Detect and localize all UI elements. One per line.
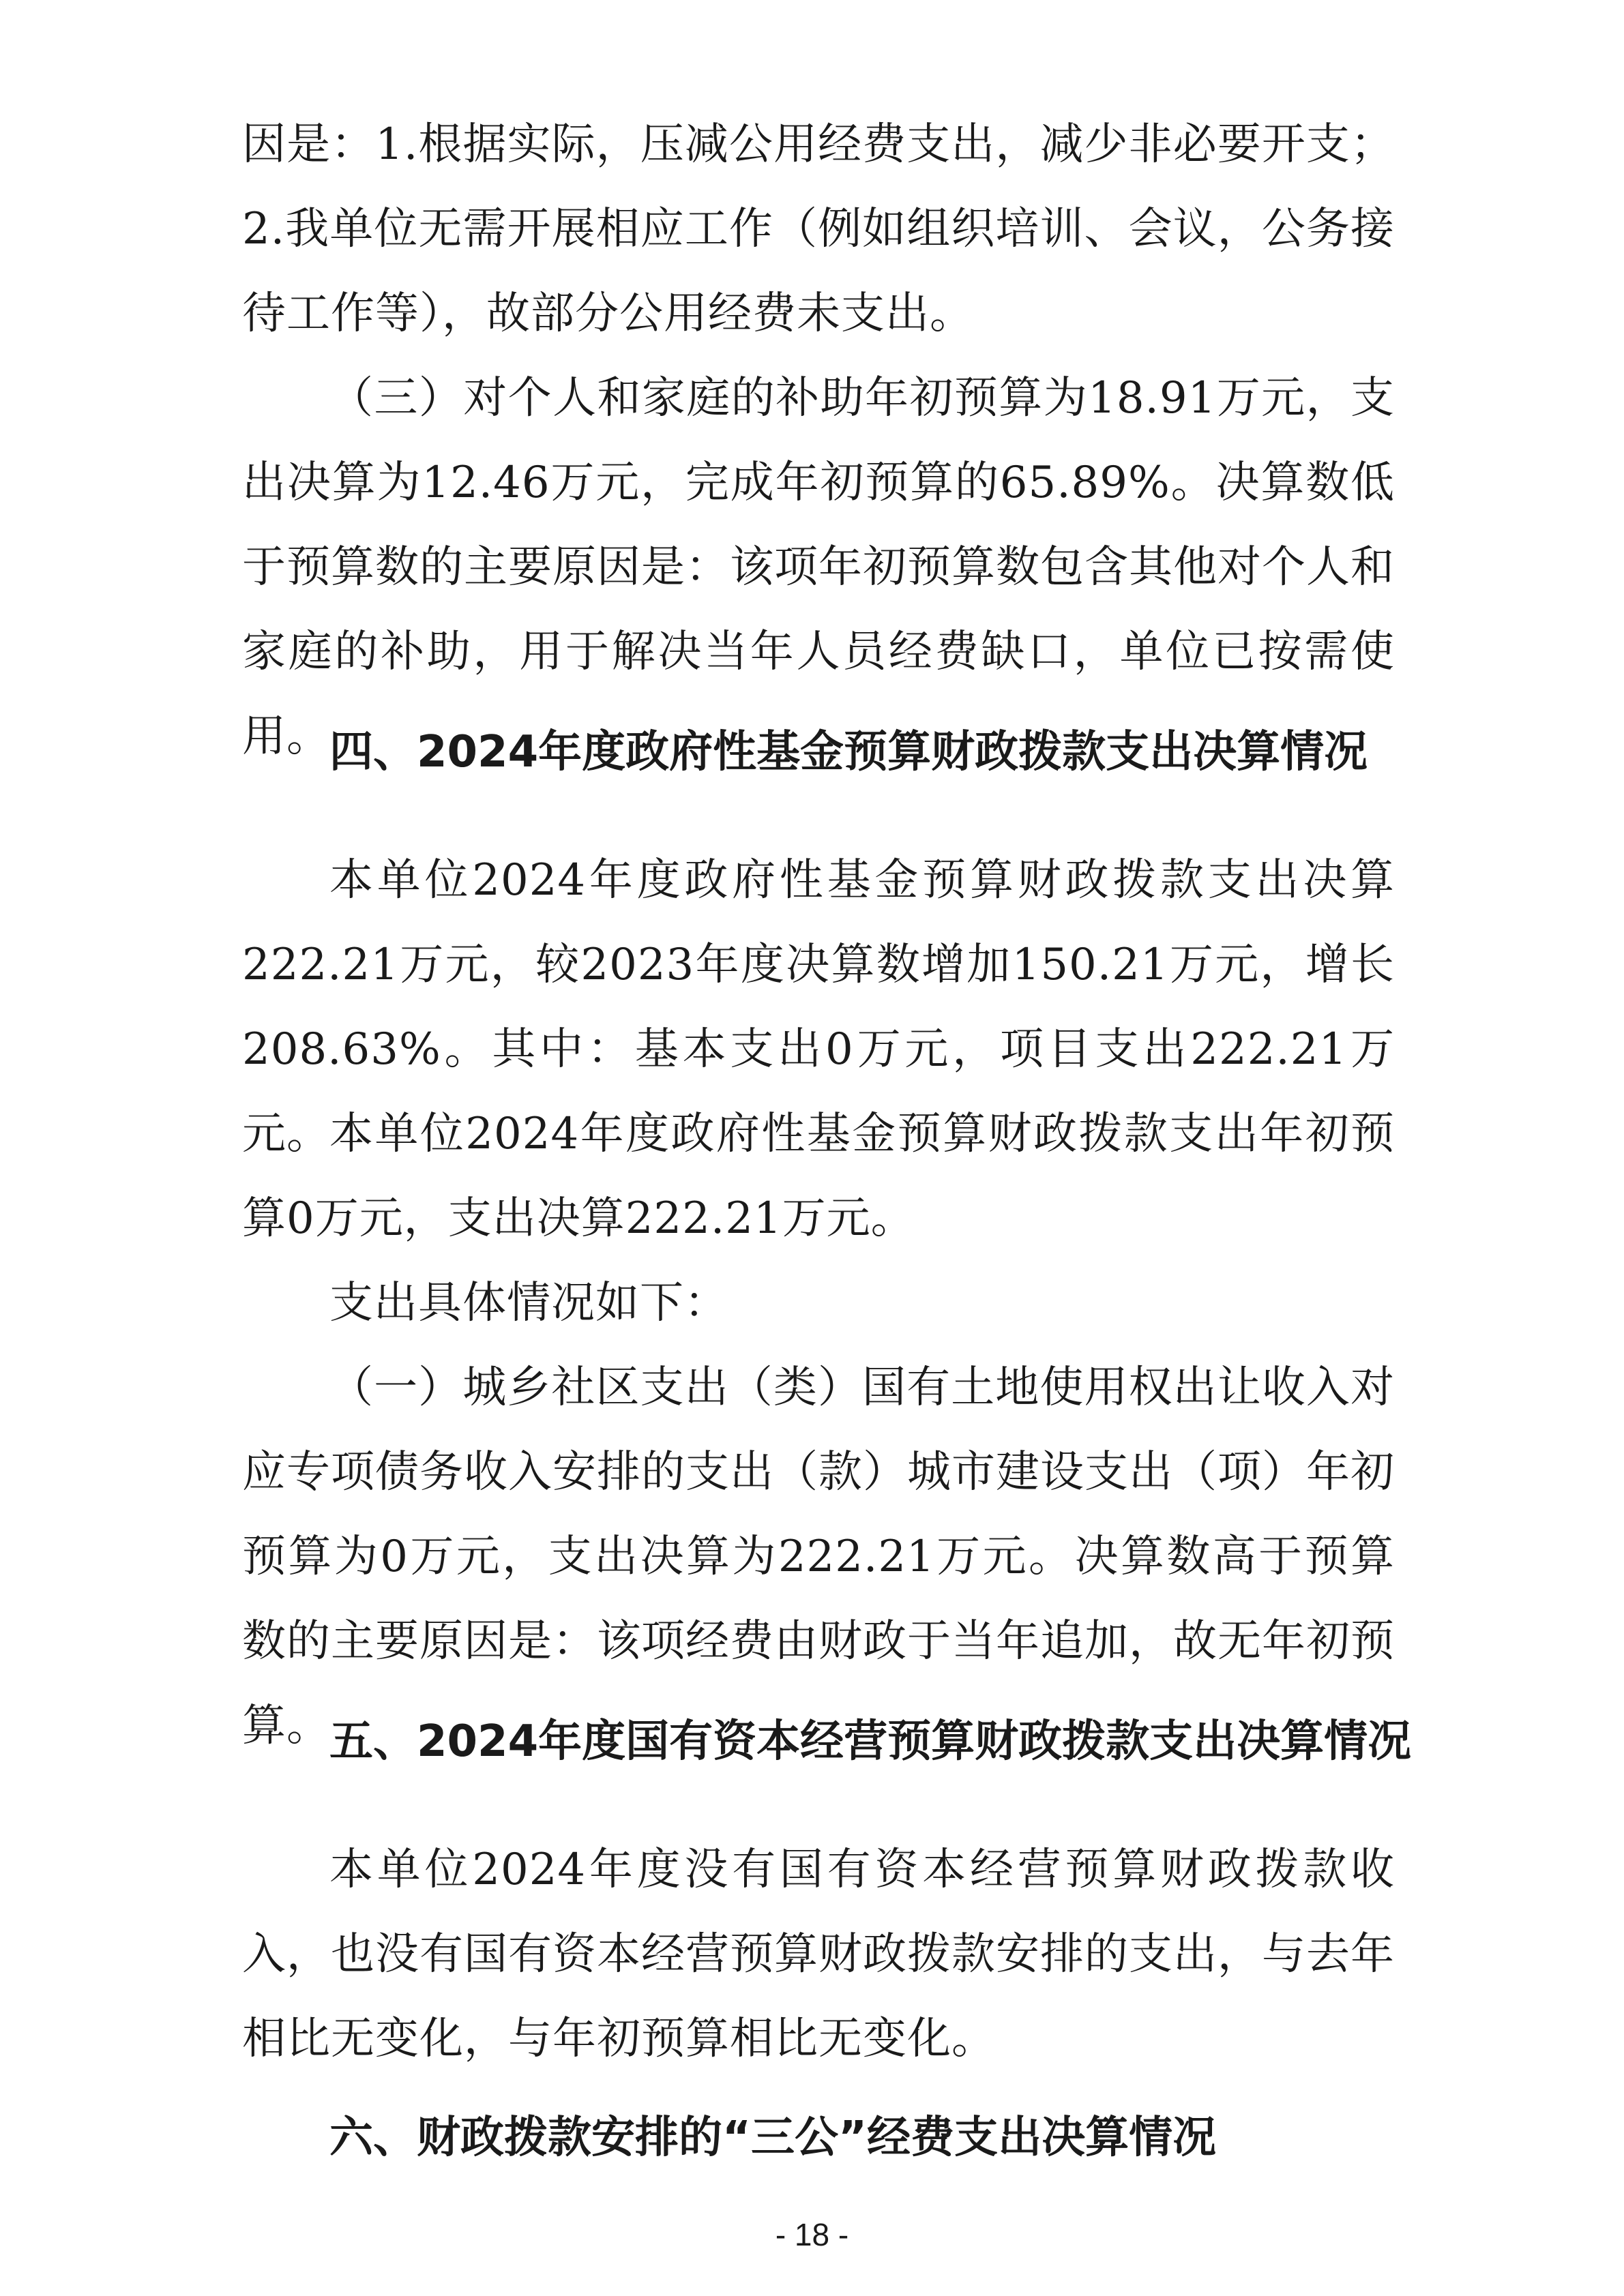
paragraph-government-fund-budget: 本单位2024年度政府性基金预算财政拨款支出年初预算0万元，支出决算222.21万元。 bbox=[242, 1109, 1395, 1244]
section-heading-three-public-expenses: 六、财政拨款安排的“三公”经费支出决算情况 bbox=[329, 2113, 1217, 2163]
page-number: - 18 - bbox=[775, 2217, 849, 2252]
paragraph-government-fund-summary: 本单位2024年度政府性基金预算财政拨款支出决算222.21万元，较2023年度决算数增加150.21万元，增长208.63%。其中：基本支出0万元，项目支出222.21万元。 bbox=[242, 855, 1395, 1159]
paragraph-household-subsidy: （三）对个人和家庭的补助年初预算为18.91万元，支出决算为12.46万元，完成年初预算的65.89%。决算数低于预算数的主要原因是：该项年初预算数包含其他对个人和家庭的补助，用于解决当年人员经费缺口，单位已按需使用。 bbox=[242, 373, 1395, 762]
paragraph-expense-details-intro: 支出具体情况如下： bbox=[329, 1278, 728, 1328]
paragraph-state-capital-summary: 本单位2024年度没有国有资本经营预算财政拨款收入，也没有国有资本经营预算财政拨款安排的支出，与去年相比无变化，与年初预算相比无变化。 bbox=[242, 1845, 1395, 2064]
paragraph-urban-rural-expense: （一）城乡社区支出（类）国有土地使用权出让收入对应专项债务收入安排的支出（款）城市建设支出（项）年初预算为0万元，支出决算为222.21万元。决算数高于预算数的主要原因是：该项经费由财政于当年追加，故无年初预算。 bbox=[242, 1362, 1395, 1751]
paragraph-public-expense-reason: 因是：1.根据实际，压减公用经费支出，减少非必要开支；2.我单位无需开展相应工作（例如组织培训、会议，公务接待工作等），故部分公用经费未支出。 bbox=[242, 119, 1395, 339]
section-heading-government-fund: 四、2024年度政府性基金预算财政拨款支出决算情况 bbox=[329, 727, 1368, 777]
section-heading-state-capital: 五、2024年度国有资本经营预算财政拨款支出决算情况 bbox=[329, 1716, 1412, 1767]
